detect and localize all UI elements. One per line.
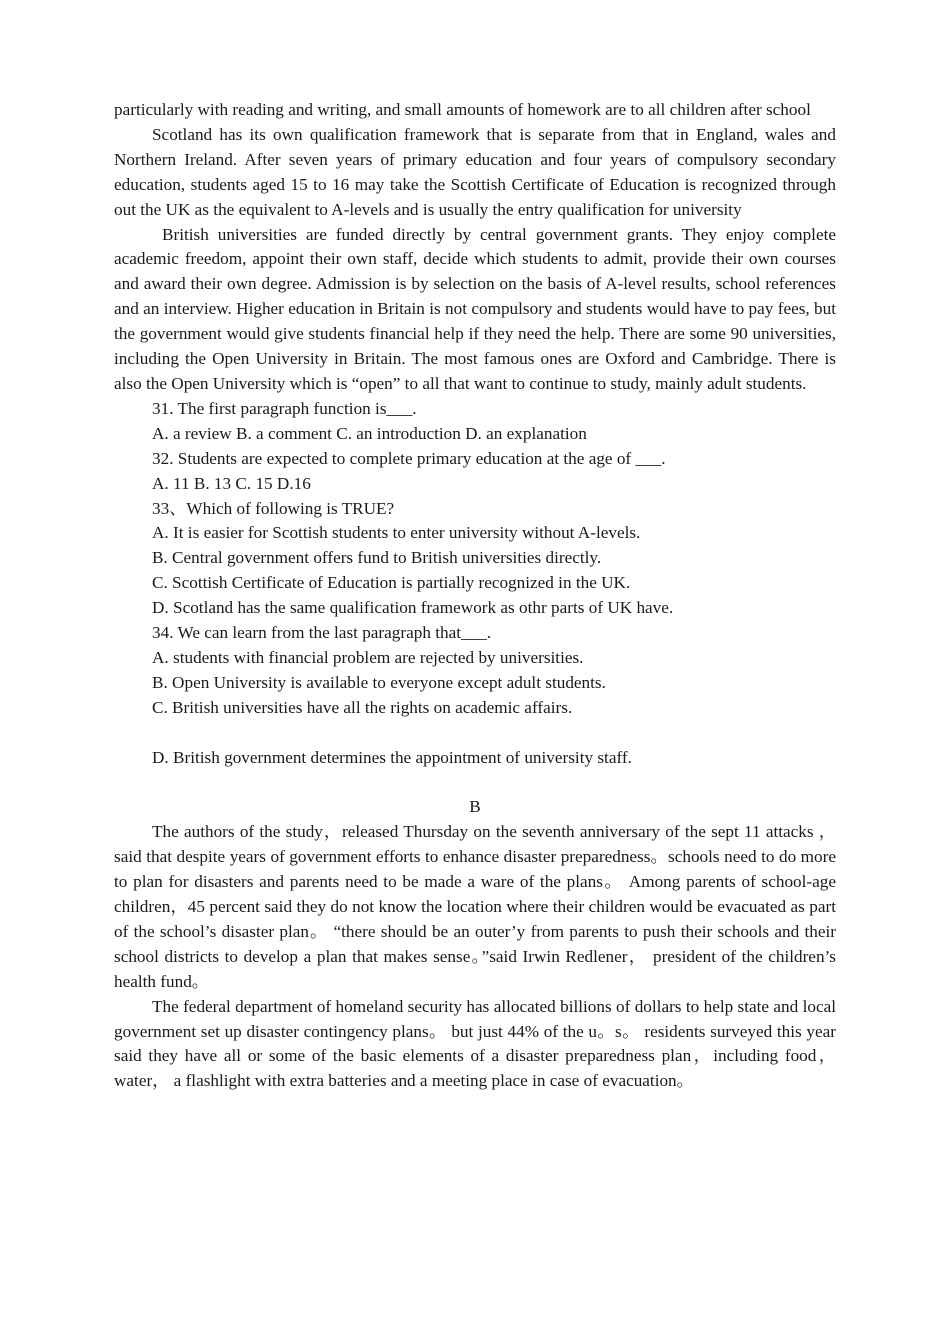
blank-line xyxy=(114,721,836,746)
question-34-option-c: C. British universities have all the rights on academic affairs. xyxy=(152,697,573,717)
section-heading-b: B xyxy=(469,797,481,817)
question-33: 33、Which of following is TRUE? xyxy=(152,498,395,518)
passage-b-paragraph-2: The federal department of homeland security has allocated billions of dollars to help state and local government set up disaster contingency plans。 but just 44% of the u。s。 residents surveyed this year said they have all or some of the basic elements of a disaster preparedness plan，including food， water， a flashlight with extra batteries and a meeting place in case of evacuation。 xyxy=(114,996,836,1091)
passage-a-paragraph-2: Scotland has its own qualification framework that is separate from that in England, wales and Northern Ireland. After seven years of primary education and four years of compulsory secondary education, students aged 15 to 16 may take the Scottish Certificate of Education is recognized through out the UK as the equivalent to A-levels and is usually the entry qualification for university xyxy=(114,124,836,219)
question-31: 31. The first paragraph function is___. xyxy=(152,398,417,418)
blank-line xyxy=(114,770,836,795)
question-34-option-a: A. students with financial problem are rejected by universities. xyxy=(152,647,584,667)
question-33-option-b: B. Central government offers fund to British universities directly. xyxy=(152,548,602,568)
passage-b-paragraph-1: The authors of the study，released Thursday on the seventh anniversary of the sept 11 attacks ， said that despite years of government efforts to enhance disaster preparedness。schools need to do more to plan for disasters and parents need to be made a ware of the plans。 Among parents of school-age children，45 percent said they do not know the location where their children would be evacuated as part of the school’s disaster plan。 “there should be an outer’y from parents to push their schools and their school districts to develop a plan that makes sense。”said Irwin Redlener， president of the children’s health fund。 xyxy=(114,822,836,991)
question-33-option-c: C. Scottish Certificate of Education is partially recognized in the UK. xyxy=(152,573,631,593)
question-33-option-a: A. It is easier for Scottish students to enter university without A-levels. xyxy=(152,523,641,543)
document-page xyxy=(114,98,836,1094)
question-34-option-b: B. Open University is available to everyone except adult students. xyxy=(152,672,606,692)
question-34: 34. We can learn from the last paragraph that___. xyxy=(152,623,492,643)
question-34-option-d: D. British government determines the appointment of university staff. xyxy=(152,747,632,767)
question-32-options: A. 11 B. 13 C. 15 D.16 xyxy=(152,473,311,493)
passage-a-paragraph-3: British universities are funded directly by central government grants. They enjoy complete academic freedom, appoint their own staff, decide which students to admit, provide their own courses and award their own degree. Admission is by selection on the basis of A-level results, school references and an interview. Higher education in Britain is not compulsory and students would have to pay fees, but the government would give students financial help if they need the help. There are some 90 universities, including the Open University in Britain. The most famous ones are Oxford and Cambridge. There is also the Open University which is “open” to all that want to continue to study, mainly adult students. xyxy=(114,224,836,393)
question-33-option-d: D. Scotland has the same qualification framework as othr parts of UK have. xyxy=(152,598,674,618)
question-32: 32. Students are expected to complete primary education at the age of ___. xyxy=(152,448,666,468)
question-31-options: A. a review B. a comment C. an introduction D. an explanation xyxy=(152,423,587,443)
passage-a-paragraph-1-tail: particularly with reading and writing, and small amounts of homework are to all children after school xyxy=(114,100,811,119)
